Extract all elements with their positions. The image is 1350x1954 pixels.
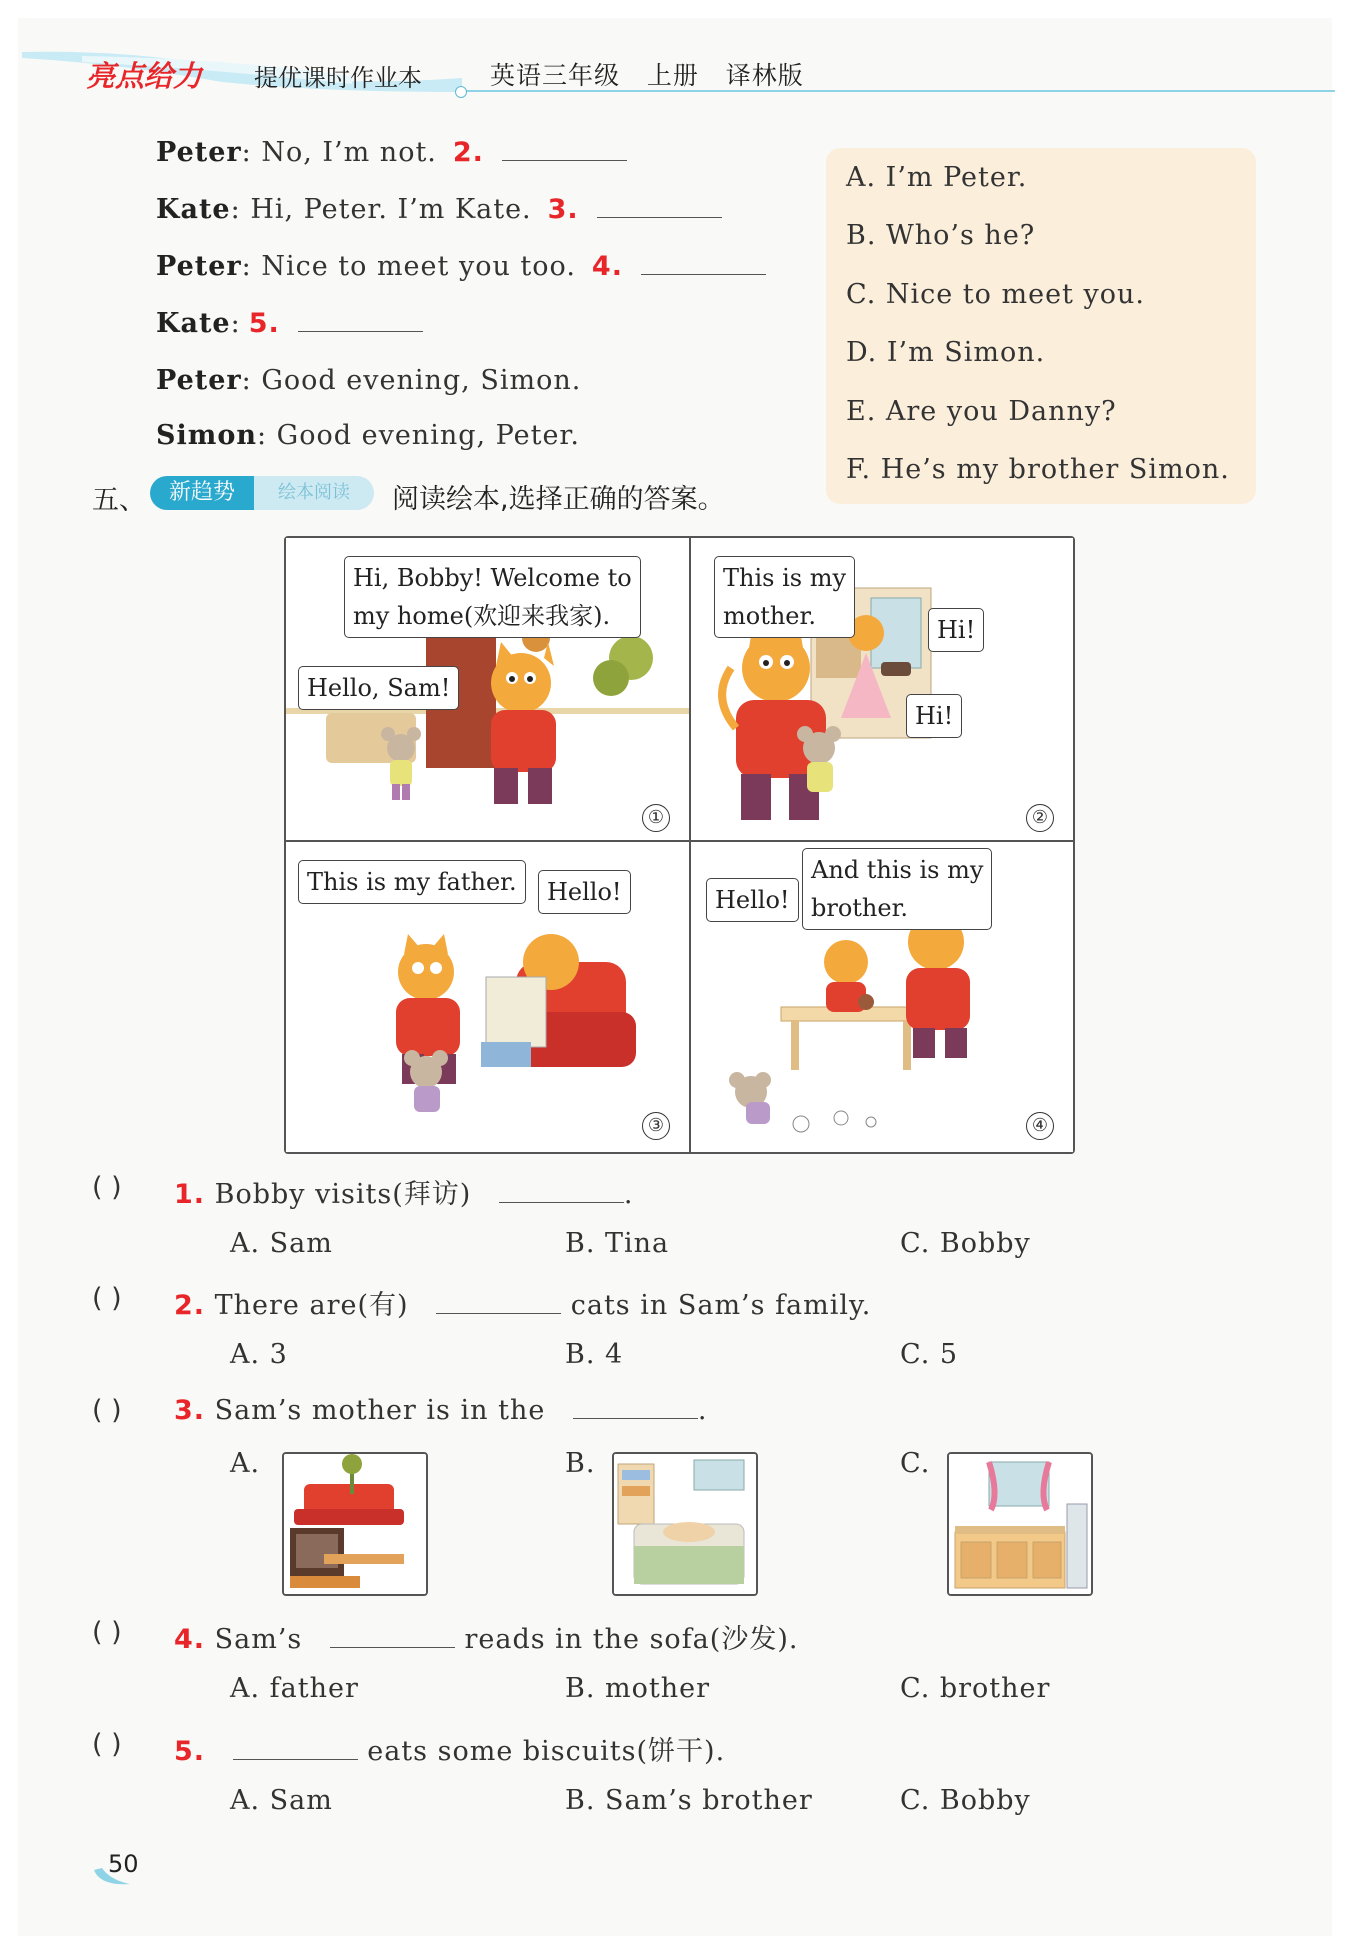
q1-option-a: A. Sam	[230, 1228, 333, 1259]
q4-option-a: A. father	[230, 1673, 359, 1704]
options-box	[826, 148, 1256, 504]
blank-number: 2.	[452, 137, 484, 168]
question-text: reads in the sofa(沙发).	[464, 1624, 799, 1655]
bubble-line: brother.	[811, 894, 909, 922]
question-number: 4.	[174, 1624, 206, 1655]
speech-bubble	[344, 556, 641, 638]
speaker: Peter	[156, 251, 242, 282]
question-text: eats some biscuits(饼干).	[367, 1736, 726, 1767]
question-number: 5.	[174, 1736, 206, 1767]
comic-strip	[284, 536, 1075, 1154]
panel-number: ③	[642, 1112, 670, 1140]
header-grade-text: 英语三年级	[490, 61, 621, 90]
line-text: Nice to meet you too.	[261, 251, 576, 282]
speech-bubble: Hello!	[706, 878, 799, 922]
section-tag: 新趋势	[150, 476, 254, 510]
q2-option-a: A. 3	[230, 1339, 288, 1370]
q3-option-a: A.	[230, 1448, 261, 1479]
option-a: A. I’m Peter.	[846, 162, 1028, 193]
question-3	[174, 1395, 708, 1426]
header-edition: 译林版	[725, 61, 804, 90]
header-brand: 亮点给力	[86, 59, 203, 93]
speaker: Peter	[156, 365, 242, 396]
speaker: Kate	[156, 308, 231, 339]
kitchen-picture[interactable]	[947, 1452, 1093, 1596]
panel-number: ②	[1026, 804, 1054, 832]
speech-bubble: Hello!	[538, 870, 631, 914]
option-e: E. Are you Danny?	[846, 396, 1117, 427]
header-grade	[490, 56, 804, 92]
option-f: F. He’s my brother Simon.	[846, 454, 1230, 485]
question-number: 2.	[174, 1290, 206, 1321]
question-1	[174, 1172, 633, 1211]
speech-bubble: Hi!	[906, 694, 962, 738]
dialogue-line: Kate: Hi, Peter. I’m Kate. 3.	[156, 194, 722, 225]
header-divider	[455, 90, 1335, 92]
bedroom-picture[interactable]	[612, 1452, 758, 1596]
question-text: cats in Sam’s family.	[570, 1290, 872, 1321]
answer-blank[interactable]	[436, 1293, 561, 1314]
bubble-line: And this is my	[811, 856, 984, 884]
q2-option-c: C. 5	[900, 1339, 959, 1370]
dialogue-line: Peter: Good evening, Simon.	[156, 365, 582, 396]
bubble-line: Hi, Bobby! Welcome to	[353, 564, 632, 592]
option-b: B. Who’s he?	[846, 220, 1036, 251]
option-d: D. I’m Simon.	[846, 337, 1046, 368]
question-number: 1.	[174, 1179, 206, 1210]
speech-bubble: Hi!	[928, 608, 984, 652]
question-text: .	[697, 1395, 708, 1426]
q5-option-c: C. Bobby	[900, 1785, 1031, 1816]
dialogue-line: Peter: Nice to meet you too. 4.	[156, 251, 766, 282]
answer-bracket[interactable]: ( )	[92, 1729, 122, 1760]
answer-blank[interactable]	[330, 1627, 455, 1648]
q4-option-c: C. brother	[900, 1673, 1051, 1704]
question-2	[174, 1283, 871, 1322]
q4-option-b: B. mother	[565, 1673, 710, 1704]
header-subtitle: 提优课时作业本	[254, 64, 422, 92]
dialogue-line: Kate: 5.	[156, 308, 423, 339]
question-text: Sam’s	[214, 1624, 303, 1655]
section-number: 五、	[92, 485, 146, 516]
answer-blank[interactable]	[233, 1739, 358, 1760]
header-dot	[455, 86, 467, 98]
bubble-line: my home(欢迎来我家).	[353, 602, 611, 630]
blank-number: 5.	[248, 308, 280, 339]
bubble-line: mother.	[723, 602, 816, 630]
question-4	[174, 1617, 798, 1656]
question-5	[174, 1729, 725, 1768]
speaker: Kate	[156, 194, 231, 225]
line-text: Good evening, Peter.	[276, 420, 580, 451]
question-text: There are(有)	[214, 1290, 409, 1321]
section-instruction: 阅读绘本,选择正确的答案。	[392, 484, 725, 515]
living-room-picture[interactable]	[282, 1452, 428, 1596]
blank-number: 3.	[547, 194, 579, 225]
q5-option-b: B. Sam’s brother	[565, 1785, 813, 1816]
speech-bubble: Hello, Sam!	[298, 666, 459, 710]
q2-option-b: B. 4	[565, 1339, 624, 1370]
dialogue-line: Simon: Good evening, Peter.	[156, 420, 580, 451]
option-c: C. Nice to meet you.	[846, 279, 1145, 310]
speech-bubble	[802, 848, 992, 930]
answer-blank[interactable]	[499, 1182, 624, 1203]
q5-option-a: A. Sam	[230, 1785, 333, 1816]
question-text: .	[623, 1179, 634, 1210]
speaker: Simon	[156, 420, 257, 451]
bubble-line: This is my	[723, 564, 847, 592]
q1-option-b: B. Tina	[565, 1228, 670, 1259]
speech-bubble	[714, 556, 855, 638]
dialogue-line: Peter: No, I’m not. 2.	[156, 137, 627, 168]
page-number: 50	[108, 1850, 139, 1878]
answer-bracket[interactable]: ( )	[92, 1172, 122, 1203]
answer-bracket[interactable]: ( )	[92, 1617, 122, 1648]
line-text: Hi, Peter. I’m Kate.	[250, 194, 532, 225]
line-text: Good evening, Simon.	[261, 365, 582, 396]
question-text: Sam’s mother is in the	[214, 1395, 546, 1426]
speaker: Peter	[156, 137, 242, 168]
q3-option-b: B.	[565, 1448, 596, 1479]
answer-bracket[interactable]: ( )	[92, 1395, 122, 1426]
answer-blank[interactable]	[298, 311, 423, 332]
question-text: Bobby visits(拜访)	[214, 1179, 472, 1210]
answer-blank[interactable]	[573, 1398, 698, 1419]
answer-blank[interactable]	[502, 140, 627, 161]
question-number: 3.	[174, 1395, 206, 1426]
answer-blank[interactable]	[641, 254, 766, 275]
q1-option-c: C. Bobby	[900, 1228, 1031, 1259]
section-tag-sub: 绘本阅读	[254, 476, 374, 510]
answer-blank[interactable]	[597, 197, 722, 218]
panel-number: ④	[1026, 1112, 1054, 1140]
blank-number: 4.	[591, 251, 623, 282]
speech-bubble: This is my father.	[298, 860, 526, 904]
header-volume: 上册	[646, 61, 699, 90]
q3-option-c: C.	[900, 1448, 931, 1479]
panel-number: ①	[642, 804, 670, 832]
line-text: No, I’m not.	[261, 137, 437, 168]
answer-bracket[interactable]: ( )	[92, 1283, 122, 1314]
